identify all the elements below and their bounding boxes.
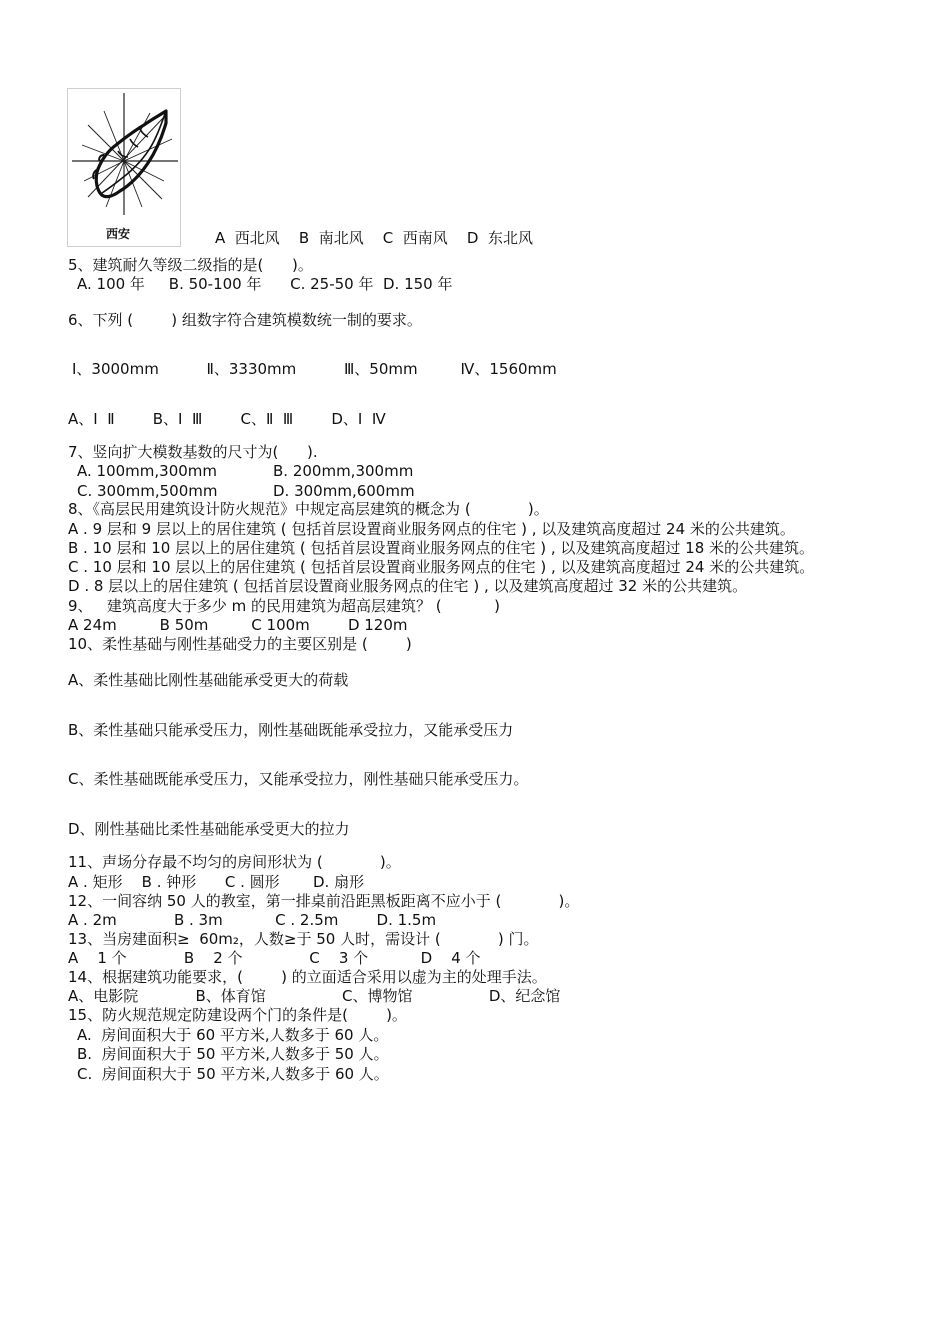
q14-options: A、电影院 B、体育馆 C、博物馆 D、纪念馆 — [68, 987, 561, 1005]
q15-option-c: C. 房间面积大于 50 平方米,人数多于 60 人。 — [77, 1065, 389, 1083]
q7-option-a: A. 100mm,300mm — [77, 462, 218, 480]
wind-rose-figure — [67, 88, 181, 247]
q7-option-d: D. 300mm,600mm — [273, 482, 415, 500]
q14-stem: 14、根据建筑功能要求，( ) 的立面适合采用以虚为主的处理手法。 — [68, 968, 547, 986]
q12-stem: 12、一间容纳 50 人的教室，第一排桌前沿距黑板距离不应小于 ( )。 — [68, 892, 580, 910]
q7-stem: 7、竖向扩大模数基数的尺寸为( ). — [68, 443, 318, 461]
q10-option-d: D、刚性基础比柔性基础能承受更大的拉力 — [68, 820, 350, 838]
q11-options: A . 矩形 B . 钟形 C . 圆形 D. 扇形 — [68, 873, 365, 891]
q8-option-c: C . 10 层和 10 层以上的居住建筑 ( 包括首层设置商业服务网点的住宅 ) , 以及建筑高度超过 24 米的公共建筑。 — [68, 558, 815, 576]
q6-items: Ⅰ、3000mm Ⅱ、3330mm Ⅲ、50mm Ⅳ、1560mm — [72, 360, 557, 378]
q7-option-b: B. 200mm,300mm — [273, 462, 414, 480]
q4-options: A 西北风 B 南北风 C 西南风 D 东北风 — [215, 229, 533, 247]
q15-stem: 15、防火规范规定防建设两个门的条件是( )。 — [68, 1006, 407, 1024]
q6-stem: 6、下列 ( ) 组数字符合建筑模数统一制的要求。 — [68, 311, 422, 329]
q8-option-d: D . 8 层以上的居住建筑 ( 包括首层设置商业服务网点的住宅 ) , 以及建筑高度超过 32 米的公共建筑。 — [68, 577, 748, 595]
q8-option-b: B . 10 层和 10 层以上的居住建筑 ( 包括首层设置商业服务网点的住宅 ) , 以及建筑高度超过 18 米的公共建筑。 — [68, 539, 815, 557]
q15-option-a: A. 房间面积大于 60 平方米,人数多于 60 人。 — [77, 1026, 389, 1044]
q6-options: A、Ⅰ Ⅱ B、Ⅰ Ⅲ C、Ⅱ Ⅲ D、Ⅰ Ⅳ — [68, 410, 386, 428]
q10-stem: 10、柔性基础与刚性基础受力的主要区别是 ( ) — [68, 635, 412, 653]
wind-rose-diagram — [68, 89, 180, 246]
q10-option-c: C、柔性基础既能承受压力，又能承受拉力，刚性基础只能承受压力。 — [68, 770, 529, 788]
q5-options: A. 100 年 B. 50-100 年 C. 25-50 年 D. 150 年 — [77, 275, 453, 293]
q10-option-b: B、柔性基础只能承受压力，刚性基础既能承受拉力，又能承受压力 — [68, 721, 514, 739]
q8-stem: 8、《高层民用建筑设计防火规范》中规定高层建筑的概念为 ( )。 — [68, 500, 549, 518]
q9-stem: 9、 建筑高度大于多少 m 的民用建筑为超高层建筑？ ( ) — [68, 597, 500, 615]
q13-options: A 1 个 B 2 个 C 3 个 D 4 个 — [68, 949, 481, 967]
q9-options: A 24m B 50m C 100m D 120m — [68, 616, 408, 634]
q10-option-a: A、柔性基础比刚性基础能承受更大的荷载 — [68, 671, 349, 689]
city-label: 西安 — [106, 227, 131, 241]
q5-stem: 5、建筑耐久等级二级指的是( )。 — [68, 256, 313, 274]
q15-option-b: B. 房间面积大于 50 平方米,人数多于 50 人。 — [77, 1045, 389, 1063]
q13-stem: 13、当房建面积≥ 60m₂，人数≥于 50 人时，需设计 ( ) 门。 — [68, 930, 539, 948]
q7-option-c: C. 300mm,500mm — [77, 482, 218, 500]
q12-options: A . 2m B . 3m C . 2.5m D. 1.5m — [68, 911, 437, 929]
q8-option-a: A . 9 层和 9 层以上的居住建筑 ( 包括首层设置商业服务网点的住宅 ) , 以及建筑高度超过 24 米的公共建筑。 — [68, 520, 795, 538]
q11-stem: 11、声场分存最不均匀的房间形状为 ( )。 — [68, 853, 401, 871]
